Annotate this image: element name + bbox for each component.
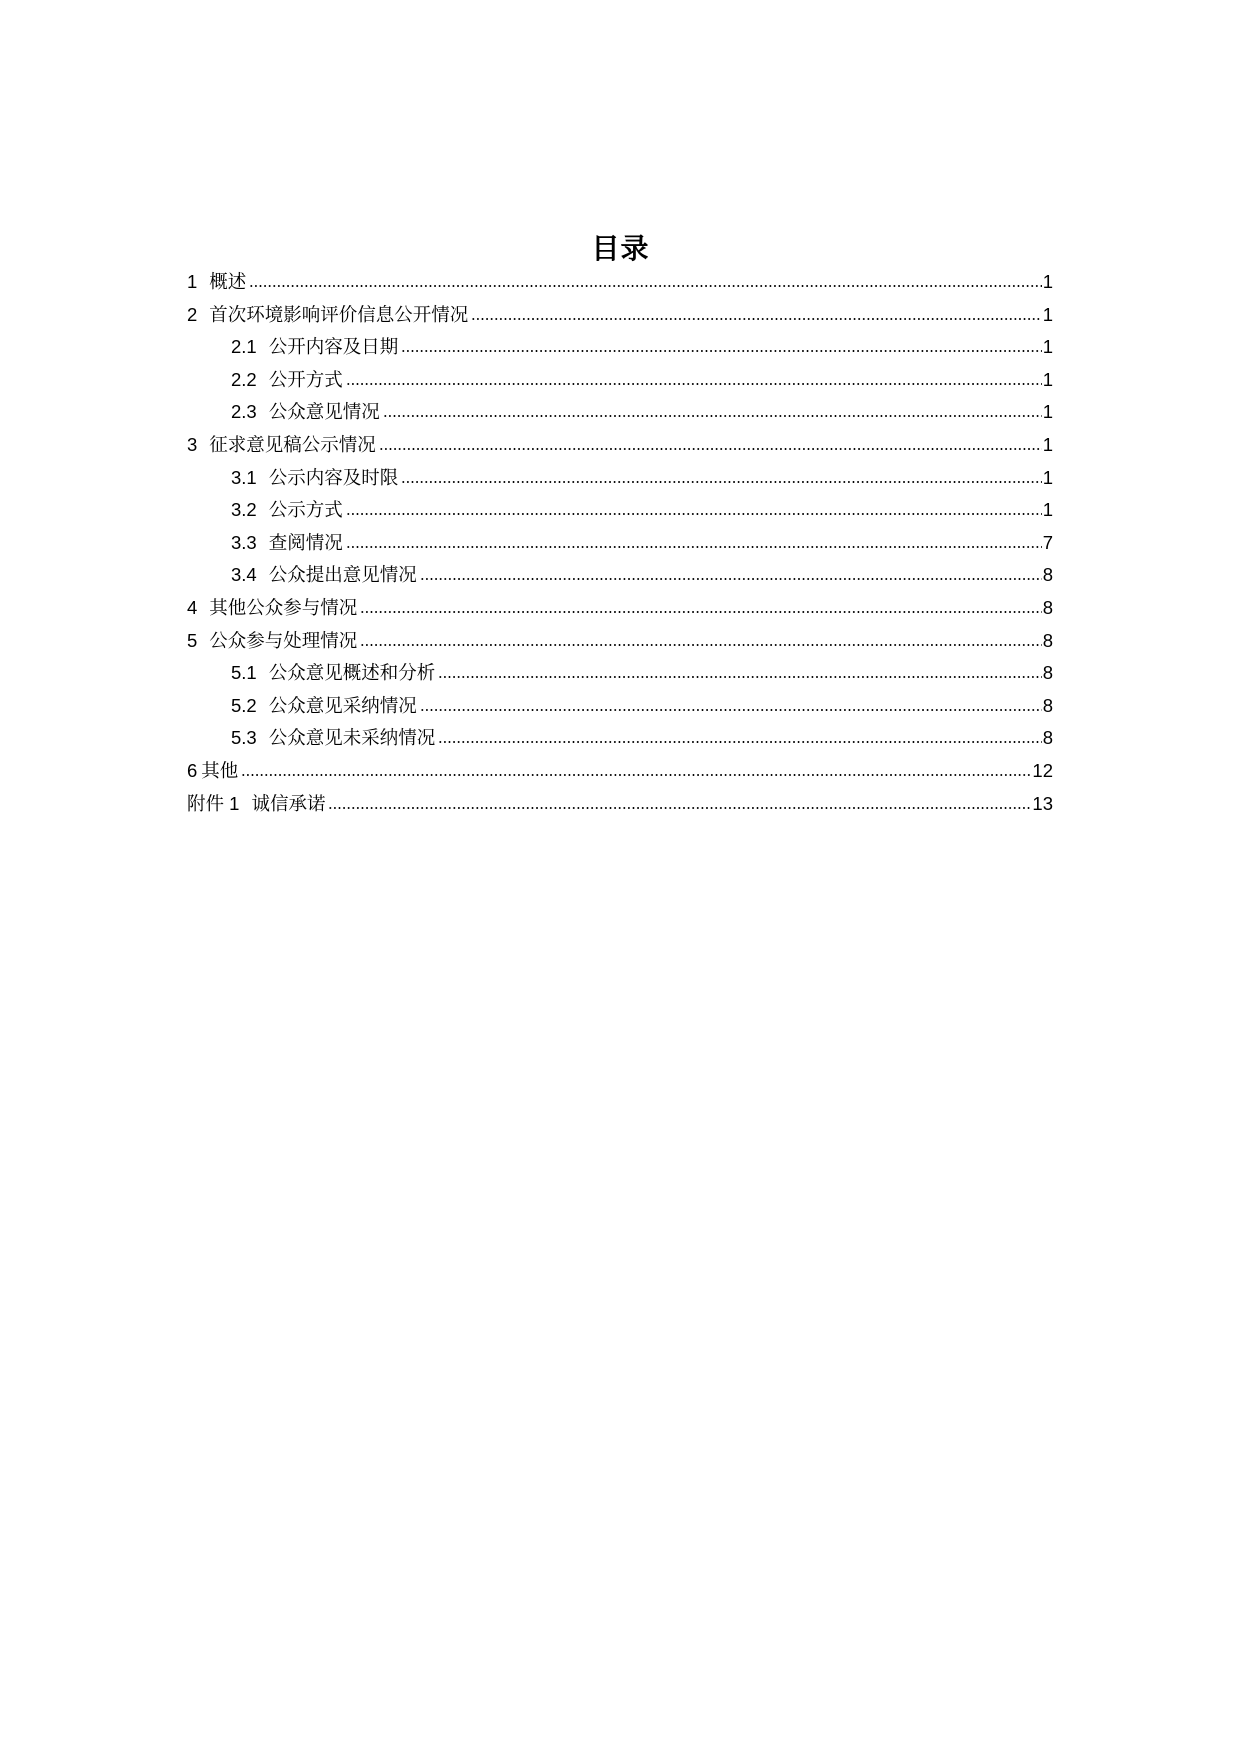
toc-entry-page: 1 — [1042, 271, 1053, 292]
toc-entry[interactable] — [187, 462, 1053, 495]
toc-entry[interactable] — [187, 657, 1053, 690]
toc-entry-page: 8 — [1042, 727, 1053, 749]
toc-entry-title: 公众意见概述和分析 — [268, 663, 436, 685]
toc-entry-page: 13 — [1032, 792, 1053, 814]
toc-entry-title: 公开内容及日期 — [268, 337, 399, 359]
toc-entry-title: 首次环境影响评价信息公开情况 — [209, 304, 469, 326]
toc-entry[interactable] — [187, 592, 1053, 625]
toc-entry-page: 7 — [1042, 531, 1053, 553]
toc-entry-number: 5.1 — [231, 662, 257, 684]
table-of-contents — [187, 266, 1053, 820]
toc-entry-page: 8 — [1042, 629, 1053, 651]
toc-entry[interactable] — [187, 396, 1053, 429]
toc-entry-title: 公开方式 — [268, 369, 343, 391]
toc-entry-title: 公众提出意见情况 — [268, 565, 417, 587]
toc-entry[interactable] — [187, 625, 1053, 658]
dot-leader — [249, 276, 1041, 288]
toc-entry[interactable] — [187, 364, 1053, 397]
dot-leader — [401, 341, 1041, 353]
dot-leader — [241, 765, 1031, 777]
toc-entry-number: 4 — [187, 596, 198, 618]
toc-entry[interactable] — [187, 299, 1053, 332]
toc-entry-page: 1 — [1042, 433, 1053, 455]
toc-entry-number: 6 — [187, 759, 198, 781]
toc-entry-page: 1 — [1042, 368, 1053, 390]
dot-leader — [379, 439, 1042, 451]
toc-entry-page: 8 — [1042, 694, 1053, 716]
toc-entry[interactable] — [187, 788, 1053, 821]
toc-entry-page: 8 — [1042, 662, 1053, 684]
toc-entry-title: 公示内容及时限 — [268, 467, 399, 489]
toc-entry-page: 1 — [1042, 336, 1053, 358]
toc-entry-title: 其他 — [201, 760, 239, 782]
toc-entry-number: 附件 1 — [187, 792, 240, 814]
toc-entry[interactable] — [187, 494, 1053, 527]
toc-entry-title: 诚信承诺 — [251, 793, 326, 815]
dot-leader — [360, 635, 1041, 647]
toc-entry-title: 公众意见情况 — [268, 402, 380, 424]
toc-entry-number: 2.3 — [231, 401, 257, 423]
toc-entry-number: 3.2 — [231, 499, 257, 521]
dot-leader — [346, 504, 1042, 516]
dot-leader — [346, 374, 1042, 386]
dot-leader — [420, 569, 1042, 581]
dot-leader — [360, 602, 1041, 614]
dot-leader — [471, 309, 1041, 321]
toc-entry-number: 2 — [187, 303, 198, 325]
toc-entry[interactable] — [187, 266, 1053, 299]
toc-entry-page: 1 — [1042, 466, 1053, 488]
toc-entry-page: 12 — [1032, 759, 1053, 781]
dot-leader — [420, 700, 1042, 712]
toc-entry-title: 公示方式 — [268, 500, 343, 522]
toc-entry-number: 5.3 — [231, 727, 257, 749]
toc-entry-title: 其他公众参与情况 — [209, 597, 358, 619]
toc-entry-number: 3.3 — [231, 531, 257, 553]
toc-entry-number: 1 — [187, 271, 198, 292]
toc-entry-page: 1 — [1042, 303, 1053, 325]
dot-leader — [438, 667, 1041, 679]
toc-entry-number: 5 — [187, 629, 198, 651]
dot-leader — [328, 798, 1031, 810]
toc-entry-number: 2.1 — [231, 336, 257, 358]
toc-entry[interactable] — [187, 722, 1053, 755]
toc-entry-page: 1 — [1042, 401, 1053, 423]
toc-entry[interactable] — [187, 331, 1053, 364]
toc-entry-title: 公众参与处理情况 — [209, 630, 358, 652]
toc-entry-title: 征求意见稿公示情况 — [209, 434, 376, 456]
dot-leader — [438, 732, 1041, 744]
toc-entry-number: 5.2 — [231, 694, 257, 716]
toc-entry-title: 公众意见未采纳情况 — [268, 728, 436, 750]
toc-entry-page: 8 — [1042, 564, 1053, 586]
dot-leader — [401, 472, 1041, 484]
toc-entry-number: 3 — [187, 433, 198, 455]
toc-entry-title: 查阅情况 — [268, 532, 343, 554]
toc-entry[interactable] — [187, 559, 1053, 592]
dot-leader — [383, 406, 1042, 418]
toc-entry-number: 3.1 — [231, 466, 257, 488]
toc-entry[interactable] — [187, 755, 1053, 788]
toc-entry-page: 8 — [1042, 596, 1053, 618]
toc-entry[interactable] — [187, 690, 1053, 723]
toc-entry[interactable] — [187, 429, 1053, 462]
toc-title: 目录 — [591, 231, 650, 265]
toc-entry-page: 1 — [1042, 499, 1053, 521]
toc-entry[interactable] — [187, 527, 1053, 560]
toc-entry-title: 概述 — [209, 272, 247, 293]
dot-leader — [346, 537, 1042, 549]
toc-entry-title: 公众意见采纳情况 — [268, 695, 417, 717]
toc-entry-number: 2.2 — [231, 368, 257, 390]
toc-entry-number: 3.4 — [231, 564, 257, 586]
